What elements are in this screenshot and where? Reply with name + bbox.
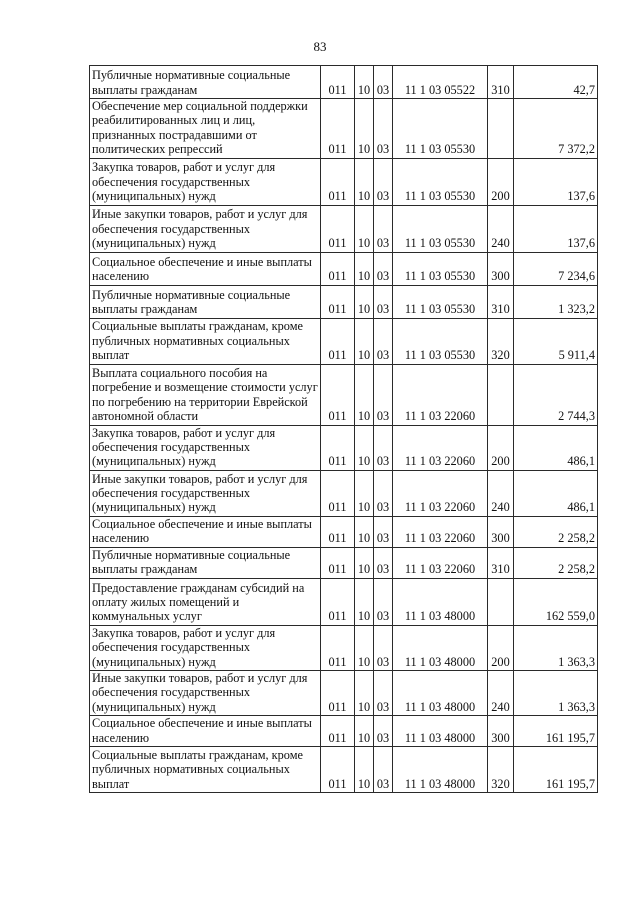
subsection-code: 03 — [374, 425, 393, 470]
amount-value: 1 363,3 — [514, 671, 598, 716]
expense-type-code: 200 — [488, 425, 514, 470]
expense-type-code: 310 — [488, 285, 514, 318]
amount-value: 42,7 — [514, 66, 598, 99]
amount-value: 7 234,6 — [514, 252, 598, 285]
subsection-code: 03 — [374, 318, 393, 364]
table-row — [90, 252, 598, 285]
target-article-code: 11 1 03 05530 — [393, 318, 488, 364]
subsection-code: 03 — [374, 671, 393, 716]
target-article-code: 11 1 03 05530 — [393, 285, 488, 318]
expense-type-code: 300 — [488, 716, 514, 747]
table-row — [90, 547, 598, 578]
section-code: 10 — [355, 578, 374, 625]
budget-table — [89, 65, 598, 793]
subsection-code: 03 — [374, 66, 393, 99]
expense-type-code: 320 — [488, 318, 514, 364]
ministry-code: 011 — [321, 747, 355, 793]
ministry-code: 011 — [321, 578, 355, 625]
ministry-code: 011 — [321, 318, 355, 364]
table-row — [90, 671, 598, 716]
amount-value: 1 363,3 — [514, 625, 598, 670]
amount-value: 162 559,0 — [514, 578, 598, 625]
table-row — [90, 99, 598, 159]
target-article-code: 11 1 03 05530 — [393, 205, 488, 252]
expense-type-code: 310 — [488, 66, 514, 99]
section-code: 10 — [355, 99, 374, 159]
line-item-name: Публичные нормативные социальные выплаты гражданам — [90, 547, 321, 578]
expense-type-code: 310 — [488, 547, 514, 578]
section-code: 10 — [355, 318, 374, 364]
section-code: 10 — [355, 547, 374, 578]
amount-value: 7 372,2 — [514, 99, 598, 159]
target-article-code: 11 1 03 05530 — [393, 252, 488, 285]
subsection-code: 03 — [374, 158, 393, 205]
ministry-code: 011 — [321, 516, 355, 547]
table-row — [90, 285, 598, 318]
line-item-name: Иные закупки товаров, работ и услуг для обеспечения государственных (муниципальных) нужд — [90, 470, 321, 516]
target-article-code: 11 1 03 48000 — [393, 578, 488, 625]
table-row — [90, 716, 598, 747]
amount-value: 161 195,7 — [514, 747, 598, 793]
line-item-name: Закупка товаров, работ и услуг для обеспечения государственных (муниципальных) нужд — [90, 625, 321, 670]
section-code: 10 — [355, 285, 374, 318]
table-row — [90, 318, 598, 364]
line-item-name: Выплата социального пособия на погребение и возмещение стоимости услуг по погребению на территории Еврейской автономной области — [90, 364, 321, 425]
target-article-code: 11 1 03 48000 — [393, 671, 488, 716]
ministry-code: 011 — [321, 158, 355, 205]
amount-value: 1 323,2 — [514, 285, 598, 318]
target-article-code: 11 1 03 05522 — [393, 66, 488, 99]
subsection-code: 03 — [374, 364, 393, 425]
ministry-code: 011 — [321, 547, 355, 578]
target-article-code: 11 1 03 22060 — [393, 470, 488, 516]
table-row — [90, 625, 598, 670]
section-code: 10 — [355, 716, 374, 747]
table-row — [90, 425, 598, 470]
ministry-code: 011 — [321, 671, 355, 716]
ministry-code: 011 — [321, 99, 355, 159]
target-article-code: 11 1 03 48000 — [393, 625, 488, 670]
ministry-code: 011 — [321, 285, 355, 318]
subsection-code: 03 — [374, 625, 393, 670]
line-item-name: Закупка товаров, работ и услуг для обеспечения государственных (муниципальных) нужд — [90, 158, 321, 205]
amount-value: 137,6 — [514, 158, 598, 205]
table-row — [90, 66, 598, 99]
section-code: 10 — [355, 671, 374, 716]
target-article-code: 11 1 03 05530 — [393, 99, 488, 159]
line-item-name: Обеспечение мер социальной поддержки реабилитированных лиц и лиц, признанных пострадавшими от политических репрессий — [90, 99, 321, 159]
subsection-code: 03 — [374, 516, 393, 547]
section-code: 10 — [355, 747, 374, 793]
target-article-code: 11 1 03 22060 — [393, 425, 488, 470]
section-code: 10 — [355, 625, 374, 670]
ministry-code: 011 — [321, 66, 355, 99]
subsection-code: 03 — [374, 716, 393, 747]
subsection-code: 03 — [374, 547, 393, 578]
target-article-code: 11 1 03 48000 — [393, 716, 488, 747]
expense-type-code: 300 — [488, 516, 514, 547]
section-code: 10 — [355, 66, 374, 99]
line-item-name: Закупка товаров, работ и услуг для обеспечения государственных (муниципальных) нужд — [90, 425, 321, 470]
ministry-code: 011 — [321, 252, 355, 285]
line-item-name: Социальные выплаты гражданам, кроме публичных нормативных социальных выплат — [90, 318, 321, 364]
target-article-code: 11 1 03 05530 — [393, 158, 488, 205]
expense-type-code: 200 — [488, 625, 514, 670]
table-row — [90, 364, 598, 425]
expense-type-code: 300 — [488, 252, 514, 285]
section-code: 10 — [355, 205, 374, 252]
amount-value: 2 258,2 — [514, 516, 598, 547]
subsection-code: 03 — [374, 578, 393, 625]
expense-type-code: 240 — [488, 470, 514, 516]
subsection-code: 03 — [374, 285, 393, 318]
expense-type-code — [488, 99, 514, 159]
table-row — [90, 205, 598, 252]
amount-value: 486,1 — [514, 425, 598, 470]
subsection-code: 03 — [374, 747, 393, 793]
line-item-name: Предоставление гражданам субсидий на оплату жилых помещений и коммунальных услуг — [90, 578, 321, 625]
expense-type-code: 200 — [488, 158, 514, 205]
expense-type-code — [488, 364, 514, 425]
amount-value: 137,6 — [514, 205, 598, 252]
amount-value: 161 195,7 — [514, 716, 598, 747]
section-code: 10 — [355, 425, 374, 470]
section-code: 10 — [355, 158, 374, 205]
target-article-code: 11 1 03 22060 — [393, 364, 488, 425]
ministry-code: 011 — [321, 625, 355, 670]
ministry-code: 011 — [321, 205, 355, 252]
subsection-code: 03 — [374, 99, 393, 159]
ministry-code: 011 — [321, 716, 355, 747]
line-item-name: Иные закупки товаров, работ и услуг для обеспечения государственных (муниципальных) нужд — [90, 671, 321, 716]
subsection-code: 03 — [374, 205, 393, 252]
section-code: 10 — [355, 364, 374, 425]
amount-value: 486,1 — [514, 470, 598, 516]
page-number: 83 — [313, 39, 327, 54]
subsection-code: 03 — [374, 470, 393, 516]
expense-type-code: 320 — [488, 747, 514, 793]
ministry-code: 011 — [321, 425, 355, 470]
line-item-name: Иные закупки товаров, работ и услуг для обеспечения государственных (муниципальных) нужд — [90, 205, 321, 252]
line-item-name: Социальное обеспечение и иные выплаты населению — [90, 252, 321, 285]
section-code: 10 — [355, 252, 374, 285]
target-article-code: 11 1 03 22060 — [393, 516, 488, 547]
table-row — [90, 578, 598, 625]
expense-type-code: 240 — [488, 205, 514, 252]
target-article-code: 11 1 03 22060 — [393, 547, 488, 578]
table-row — [90, 158, 598, 205]
table-row — [90, 470, 598, 516]
section-code: 10 — [355, 470, 374, 516]
budget-table-body — [90, 66, 598, 793]
amount-value: 2 258,2 — [514, 547, 598, 578]
amount-value: 5 911,4 — [514, 318, 598, 364]
table-row — [90, 516, 598, 547]
line-item-name: Социальное обеспечение и иные выплаты населению — [90, 516, 321, 547]
expense-type-code: 240 — [488, 671, 514, 716]
ministry-code: 011 — [321, 470, 355, 516]
subsection-code: 03 — [374, 252, 393, 285]
ministry-code: 011 — [321, 364, 355, 425]
section-code: 10 — [355, 516, 374, 547]
line-item-name: Публичные нормативные социальные выплаты гражданам — [90, 285, 321, 318]
line-item-name: Социальные выплаты гражданам, кроме публичных нормативных социальных выплат — [90, 747, 321, 793]
amount-value: 2 744,3 — [514, 364, 598, 425]
line-item-name: Публичные нормативные социальные выплаты гражданам — [90, 66, 321, 99]
table-row — [90, 747, 598, 793]
expense-type-code — [488, 578, 514, 625]
target-article-code: 11 1 03 48000 — [393, 747, 488, 793]
line-item-name: Социальное обеспечение и иные выплаты населению — [90, 716, 321, 747]
